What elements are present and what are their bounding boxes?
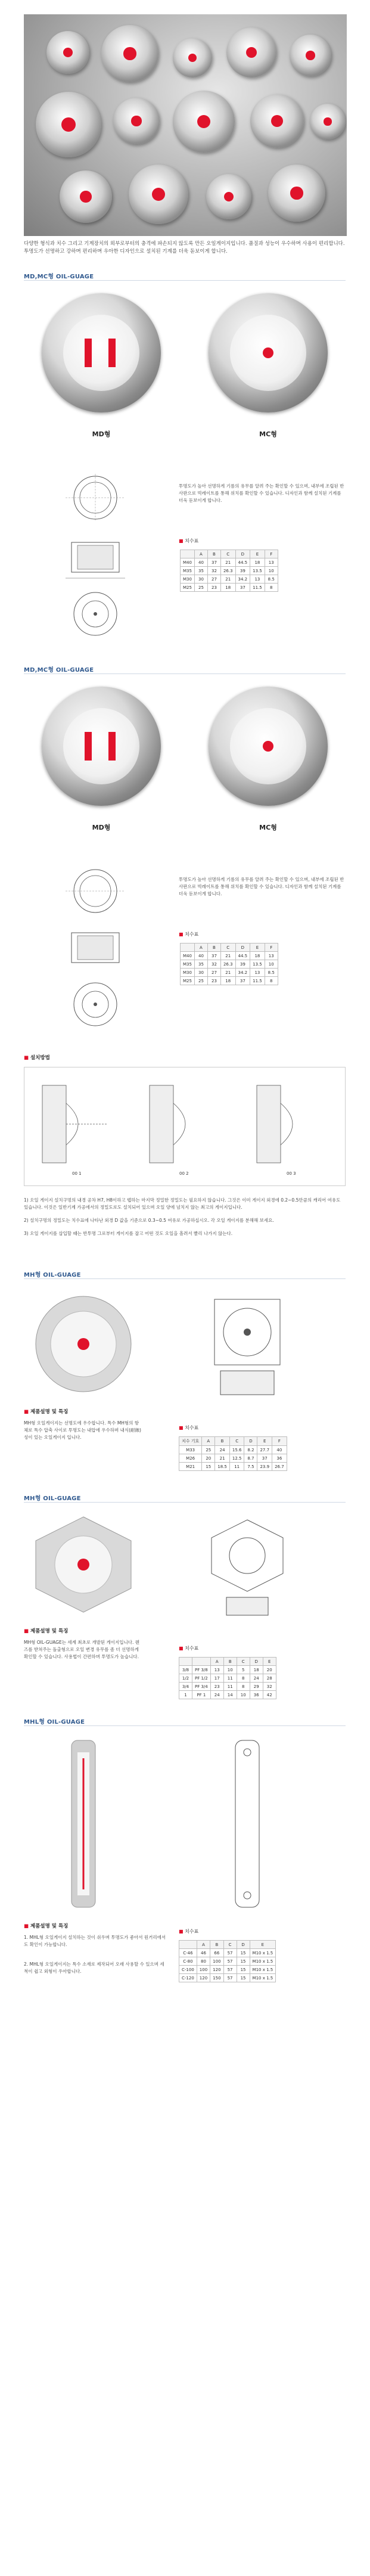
table-cell: 25 — [194, 977, 207, 985]
mh-desc-2: MH형 OIL-GUAGE는 세계 최초로 개발된 게이지입니다. 렌즈를 받쳐주는 돌출형으로 오일 변경 유무를 좀 더 선명하게 확인할 수 있습니다. 사용법이 간편하며 투명도가 높습니다. — [24, 1640, 139, 1659]
table-cell: 11 — [223, 1674, 237, 1683]
install-p3: 3) 오일 게이지를 삽입할 때는 반투명 그로부터 게이지를 잡고 어떤 것도 오일을 흘려서 빨리 나가지 않는다. — [24, 1231, 233, 1236]
table-cell: 80 — [197, 1957, 210, 1966]
table-header-cell: E — [257, 1437, 272, 1446]
spec-label-text: 치수표 — [185, 1425, 199, 1430]
table-cell: 12.5 — [229, 1454, 244, 1463]
table-header-cell: E — [250, 550, 265, 558]
install-p2: 2) 설치구멍의 정밀도는 치수표에 나타난 외경 D 값을 기준으로 0.3~0.5 여유로 가공하십시오. 각 오일 게이지를 분해해 보세요. — [24, 1218, 274, 1223]
table-cell: 27.7 — [257, 1446, 272, 1454]
table-header-cell: 치수 기호 — [179, 1437, 202, 1446]
table-cell: 3/8 — [179, 1666, 192, 1674]
table-cell: 11 — [223, 1683, 237, 1691]
table-cell: M30 — [181, 575, 195, 584]
table-cell: 8 — [237, 1674, 250, 1683]
table-cell: 32 — [207, 960, 220, 969]
table-cell: 21 — [220, 952, 235, 960]
table-header-cell: A — [197, 1941, 210, 1949]
table-cell: 17 — [210, 1674, 223, 1683]
mh-mark: ■ — [24, 1409, 29, 1415]
gauge-image — [226, 27, 276, 77]
gauge-image — [290, 35, 331, 76]
table-cell: 57 — [223, 1949, 237, 1957]
spec-mark: ■ — [179, 1646, 184, 1651]
mh-sub-title — [24, 1408, 68, 1415]
mh-sub-title-2 — [24, 1627, 68, 1634]
gauge-image — [36, 92, 101, 157]
table-cell: 35 — [194, 960, 207, 969]
table-header-cell: C — [223, 1941, 237, 1949]
mhl-spec-table — [179, 1940, 276, 1982]
table-cell: 15.6 — [229, 1446, 244, 1454]
mc-caption: MC형 — [259, 430, 277, 438]
table-row — [179, 1463, 287, 1471]
table-cell: 44.5 — [235, 558, 250, 567]
table-cell: C-80 — [179, 1957, 197, 1966]
table-cell: 34.2 — [235, 575, 250, 584]
md-spec-table — [180, 550, 278, 592]
table-cell: 8.5 — [265, 575, 278, 584]
table-cell: 21 — [220, 558, 235, 567]
table-cell: 5 — [237, 1666, 250, 1674]
table-cell: M25 — [181, 584, 195, 592]
table-cell: PF 1 — [192, 1691, 211, 1699]
table-header-row — [179, 1658, 276, 1666]
table-cell: PF 3/4 — [192, 1683, 211, 1691]
section-title-mhl: MHL형 OIL-GUAGE — [24, 1719, 85, 1725]
spec-mark: ■ — [179, 538, 184, 544]
table-header-cell: D — [235, 550, 250, 558]
table-cell: 37 — [235, 584, 250, 592]
table-cell: 23 — [210, 1683, 223, 1691]
table-header-cell — [181, 944, 195, 952]
mh-spec-label — [179, 1424, 198, 1431]
mhl-sub-title — [24, 1922, 68, 1929]
table-cell: 8 — [265, 584, 278, 592]
gauge-image — [129, 165, 188, 224]
section-title-md-mc: MD,MC형 OIL-GUAGE — [24, 274, 94, 280]
table-cell: 40 — [272, 1446, 287, 1454]
gauge-image — [206, 174, 251, 219]
table-cell: 11.5 — [250, 584, 265, 592]
table-cell: 10 — [265, 567, 278, 575]
table-header-cell — [179, 1941, 197, 1949]
table-cell: 1 — [179, 1691, 192, 1699]
table-header-cell: F — [265, 944, 278, 952]
table-cell: PF 3/8 — [192, 1666, 211, 1674]
md-photo — [24, 286, 179, 459]
gauge-image — [173, 38, 212, 77]
table-cell: 40 — [194, 952, 207, 960]
table-cell: 11 — [229, 1463, 244, 1471]
table-cell: 18 — [250, 1666, 263, 1674]
mh-spec-label-2 — [179, 1645, 198, 1652]
table-cell: 13 — [250, 575, 265, 584]
install-label-2: 00 2 — [179, 1171, 189, 1176]
table-cell: 39 — [235, 567, 250, 575]
table-row — [181, 558, 278, 567]
table-cell: 24 — [250, 1674, 263, 1683]
table-cell: 36 — [250, 1691, 263, 1699]
table-cell: 25 — [194, 584, 207, 592]
table-cell: 21 — [220, 575, 235, 584]
table-cell: 24 — [215, 1446, 230, 1454]
table-cell: PF 1/2 — [192, 1674, 211, 1683]
table-cell: 100 — [210, 1957, 223, 1966]
table-header-cell: C — [220, 550, 235, 558]
table-row — [181, 567, 278, 575]
mh-sub-title-text: 제품설명 및 특징 — [30, 1628, 69, 1634]
install-diagram — [24, 1067, 345, 1185]
table-header-cell: F — [265, 550, 278, 558]
table-cell: M26 — [179, 1454, 202, 1463]
md-drawing-block-2 — [24, 864, 346, 1043]
intro-line-1: 다양한 형식과 치수 그리고 기계장치의 외부로부터의 충격에 파손되지 않도록 만든 오일게이지입니다. 품질과 성능이 우수하며 사용이 편리합니다. — [24, 241, 345, 247]
table-cell: 13 — [265, 952, 278, 960]
mh-photo — [24, 1287, 143, 1401]
table-cell: M21 — [179, 1463, 202, 1471]
table-row — [179, 1974, 276, 1982]
table-header-cell: E — [263, 1658, 276, 1666]
table-cell: 39 — [235, 960, 250, 969]
md-mc-photo-pair — [24, 286, 346, 459]
table-header-cell — [181, 550, 195, 558]
mhl-p2: 2. MHL형 오일게이지는 특수 소재로 제작되어 오래 사용할 수 있으며 세척이 쉽고 외형이 우아합니다. — [24, 1962, 164, 1974]
gauge-image — [250, 94, 304, 148]
table-header-cell: F — [272, 1437, 287, 1446]
table-cell: 37 — [235, 977, 250, 985]
install-label-1: 00 1 — [72, 1171, 82, 1176]
table-cell: 26.7 — [272, 1463, 287, 1471]
table-cell: 8.2 — [244, 1446, 257, 1454]
table-header-cell: A — [194, 944, 207, 952]
table-header-row — [179, 1941, 276, 1949]
table-cell: 15 — [202, 1463, 215, 1471]
table-cell: 21 — [220, 969, 235, 977]
table-cell: 18 — [250, 952, 265, 960]
table-cell: 40 — [194, 558, 207, 567]
spec-mark: ■ — [179, 932, 184, 937]
table-cell: 57 — [223, 1966, 237, 1974]
section-divider — [24, 280, 346, 281]
spec-label-text: 치수표 — [185, 538, 199, 544]
md-note: 투명도가 높아 선명하게 기름의 유무를 알려 주는 확인할 수 있으며, 내부에 조립된 반사판으로 빅레이트를 통해 위치를 확인할 수 있습니다. 디자인과 함께 설치된 기계를 더욱 돋보이게 합니다. — [179, 483, 344, 503]
table-header-cell — [179, 1658, 192, 1666]
table-cell: M10 x 1.5 — [250, 1974, 276, 1982]
table-header-cell: D — [244, 1437, 257, 1446]
section-title-mh-2: MH형 OIL-GUAGE — [24, 1495, 81, 1502]
md-photo-2 — [24, 679, 179, 852]
mh-spec-table-1 — [179, 1436, 287, 1471]
table-cell: M33 — [179, 1446, 202, 1454]
mh-technical-drawing-2 — [179, 1511, 322, 1618]
intro-line-2: 투명도가 선명하고 강하며 편리하며 우아한 디자인으로 설치된 기계를 더욱 돋보이게 합니다. — [24, 249, 228, 255]
table-cell: C-100 — [179, 1966, 197, 1974]
mc-caption-2: MC형 — [259, 824, 277, 831]
table-cell: M35 — [181, 567, 195, 575]
section-divider — [24, 1278, 346, 1279]
table-cell: 36 — [272, 1454, 287, 1463]
table-cell: 14 — [223, 1691, 237, 1699]
table-header-row — [181, 550, 278, 558]
table-cell: 18 — [250, 558, 265, 567]
install-p1: 1) 오일 게이지 설치구멍의 내경 공차 H7, H8이하고 탭하는 마지막 정밀한 정밀도는 필요하지 않습니다. 그것은 이미 게이지 외경에 0.2~0.5만큼의 캐리어 여유도 있습니다. 이것은 일반기계 가공에서의 정밀도로도 설치되어 있으며 오일 양에 넘치지 않는 최고의 게이지입니다. — [24, 1197, 341, 1210]
spec-label-2 — [179, 931, 198, 938]
section-title-md-mc-2: MD,MC형 OIL-GUAGE — [24, 667, 94, 674]
table-row — [181, 960, 278, 969]
table-cell: 13.5 — [250, 567, 265, 575]
mhl-sub-title-text: 제품설명 및 특징 — [30, 1923, 69, 1929]
table-cell: 10 — [265, 960, 278, 969]
table-cell: 120 — [197, 1974, 210, 1982]
table-cell: 23 — [207, 977, 220, 985]
table-header-cell: B — [207, 550, 220, 558]
table-row — [179, 1957, 276, 1966]
hero-product-photo — [24, 14, 347, 236]
table-cell: M40 — [181, 558, 195, 567]
table-cell: 44.5 — [235, 952, 250, 960]
gauge-image — [46, 31, 89, 74]
md-spec-table-2 — [180, 943, 278, 985]
table-header-cell: D — [235, 944, 250, 952]
table-cell: 13.5 — [250, 960, 265, 969]
table-row — [179, 1966, 276, 1974]
spec-label-text: 치수표 — [185, 1929, 199, 1934]
table-cell: C-46 — [179, 1949, 197, 1957]
table-cell: C-120 — [179, 1974, 197, 1982]
gauge-image — [173, 91, 235, 153]
spec-label-text: 치수표 — [185, 1646, 199, 1651]
spec-mark: ■ — [179, 1425, 184, 1430]
table-cell: 13 — [265, 558, 278, 567]
table-cell: 35 — [194, 567, 207, 575]
table-header-row — [179, 1437, 287, 1446]
table-cell: M35 — [181, 960, 195, 969]
table-cell: M10 x 1.5 — [250, 1957, 276, 1966]
spec-mark: ■ — [179, 1929, 184, 1934]
table-cell: 8.5 — [265, 969, 278, 977]
install-text — [24, 1197, 346, 1243]
table-cell: 8 — [265, 977, 278, 985]
mhl-p1: 1. MHL형 오일게이지 설치하는 것이 쉬우며 투명도가 좋아서 원거리에서도 확인이 가능합니다. — [24, 1935, 166, 1947]
table-row — [181, 977, 278, 985]
table-cell: 23 — [207, 584, 220, 592]
table-row — [181, 575, 278, 584]
table-cell: 42 — [263, 1691, 276, 1699]
gauge-image — [60, 170, 112, 223]
table-cell: 18 — [220, 977, 235, 985]
table-cell: 30 — [194, 969, 207, 977]
table-cell: 8 — [237, 1683, 250, 1691]
table-cell: 27 — [207, 969, 220, 977]
table-header-row — [181, 944, 278, 952]
md-caption-2: MD형 — [92, 824, 111, 831]
table-row — [181, 584, 278, 592]
gauge-image — [113, 98, 160, 144]
table-header-cell: D — [250, 1658, 263, 1666]
table-cell: 10 — [237, 1691, 250, 1699]
table-cell: 150 — [210, 1974, 223, 1982]
mh-spec-table-2 — [179, 1657, 276, 1699]
gauge-image — [310, 104, 346, 139]
table-cell: 24 — [210, 1691, 223, 1699]
table-cell: 20 — [202, 1454, 215, 1463]
table-cell: M10 x 1.5 — [250, 1949, 276, 1957]
table-cell: 15 — [237, 1974, 250, 1982]
table-row — [179, 1454, 287, 1463]
intro-text — [24, 240, 346, 256]
table-cell: 15 — [237, 1957, 250, 1966]
mh-desc: MH형 오일게이지는 선명도에 우수합니다. 특수 MH형의 항체로 특수 압축 사이로 투명도는 내압에 우수하며 내식(耐蝕)성이 있는 오일게이지 입니다. — [24, 1420, 141, 1440]
spec-label-text: 치수표 — [185, 932, 199, 937]
table-header-cell: A — [202, 1437, 215, 1446]
table-cell: 11.5 — [250, 977, 265, 985]
table-cell: 28 — [263, 1674, 276, 1683]
table-cell: M10 x 1.5 — [250, 1966, 276, 1974]
table-header-cell: B — [215, 1437, 230, 1446]
table-header-cell — [192, 1658, 211, 1666]
table-cell: 7.5 — [244, 1463, 257, 1471]
mhl-photo — [24, 1734, 143, 1913]
table-header-cell: C — [237, 1658, 250, 1666]
install-label-3: 00 3 — [287, 1171, 296, 1176]
install-title-text: 설치방법 — [30, 1055, 50, 1061]
table-header-cell: A — [194, 550, 207, 558]
table-cell: 26.3 — [220, 960, 235, 969]
table-cell: 27 — [207, 575, 220, 584]
table-row — [179, 1666, 276, 1674]
table-cell: 15 — [237, 1966, 250, 1974]
table-cell: 23.9 — [257, 1463, 272, 1471]
table-cell: M25 — [181, 977, 195, 985]
table-cell: 21 — [215, 1454, 230, 1463]
mh-sub-title-text: 제품설명 및 특징 — [30, 1409, 69, 1415]
table-cell: 30 — [194, 575, 207, 584]
table-header-cell: B — [207, 944, 220, 952]
table-header-cell: E — [250, 944, 265, 952]
table-cell: 26.3 — [220, 567, 235, 575]
table-header-cell: C — [220, 944, 235, 952]
table-row — [179, 1446, 287, 1454]
table-cell: 37 — [207, 952, 220, 960]
install-diagram-panel — [24, 1067, 346, 1186]
table-row — [181, 952, 278, 960]
table-cell: 20 — [263, 1666, 276, 1674]
table-header-cell: B — [223, 1658, 237, 1666]
table-header-cell: C — [229, 1437, 244, 1446]
table-header-cell: B — [210, 1941, 223, 1949]
table-cell: 8.7 — [244, 1454, 257, 1463]
table-cell: 46 — [197, 1949, 210, 1957]
mh-photo-2 — [24, 1511, 143, 1618]
table-cell: 13 — [210, 1666, 223, 1674]
table-cell: 1/2 — [179, 1674, 192, 1683]
table-cell: 32 — [263, 1683, 276, 1691]
section-title-mh: MH형 OIL-GUAGE — [24, 1272, 81, 1278]
md-drawing-block — [24, 471, 346, 656]
table-header-cell: D — [237, 1941, 250, 1949]
table-cell: 15 — [237, 1949, 250, 1957]
table-cell: 29 — [250, 1683, 263, 1691]
mc-photo — [191, 286, 346, 459]
md-caption: MD형 — [92, 430, 111, 438]
table-cell: 57 — [223, 1957, 237, 1966]
table-cell: 32 — [207, 567, 220, 575]
table-cell: 37 — [207, 558, 220, 567]
table-cell: 18.5 — [215, 1463, 230, 1471]
section-divider — [24, 1502, 346, 1503]
table-row — [179, 1683, 276, 1691]
mh-technical-drawing — [179, 1287, 322, 1401]
table-cell: 3/4 — [179, 1683, 192, 1691]
install-title — [24, 1054, 50, 1061]
table-header-cell: E — [250, 1941, 276, 1949]
table-cell: 57 — [223, 1974, 237, 1982]
table-row — [179, 1691, 276, 1699]
table-cell: 120 — [210, 1966, 223, 1974]
table-header-cell: A — [210, 1658, 223, 1666]
mhl-spec-label — [179, 1928, 198, 1935]
md-mc-photo-pair-2 — [24, 679, 346, 852]
gauge-image — [101, 25, 158, 82]
table-row — [179, 1674, 276, 1683]
table-cell: 34.2 — [235, 969, 250, 977]
table-cell: 25 — [202, 1446, 215, 1454]
mhl-technical-drawing — [179, 1734, 322, 1913]
gauge-image — [268, 165, 325, 222]
section-divider — [24, 1725, 346, 1726]
md-note-2: 투명도가 높아 선명하게 기름의 유무를 알려 주는 확인할 수 있으며, 내부에 조립된 반사판으로 빅레이트를 통해 위치를 확인할 수 있습니다. 디자인과 함께 설치된 기계를 더욱 돋보이게 합니다. — [179, 877, 344, 896]
table-row — [179, 1949, 276, 1957]
mh-mark: ■ — [24, 1628, 29, 1634]
spec-label — [179, 538, 198, 544]
table-cell: 18 — [220, 584, 235, 592]
table-row — [181, 969, 278, 977]
md-technical-drawing-2 — [42, 864, 149, 1037]
table-cell: 100 — [197, 1966, 210, 1974]
md-technical-drawing — [42, 471, 149, 650]
table-cell: M30 — [181, 969, 195, 977]
table-cell: 13 — [250, 969, 265, 977]
mhl-mark: ■ — [24, 1923, 29, 1929]
table-cell: M40 — [181, 952, 195, 960]
table-cell: 66 — [210, 1949, 223, 1957]
install-mark: ■ — [24, 1055, 29, 1061]
mc-photo-2 — [191, 679, 346, 852]
table-cell: 10 — [223, 1666, 237, 1674]
table-cell: 37 — [257, 1454, 272, 1463]
